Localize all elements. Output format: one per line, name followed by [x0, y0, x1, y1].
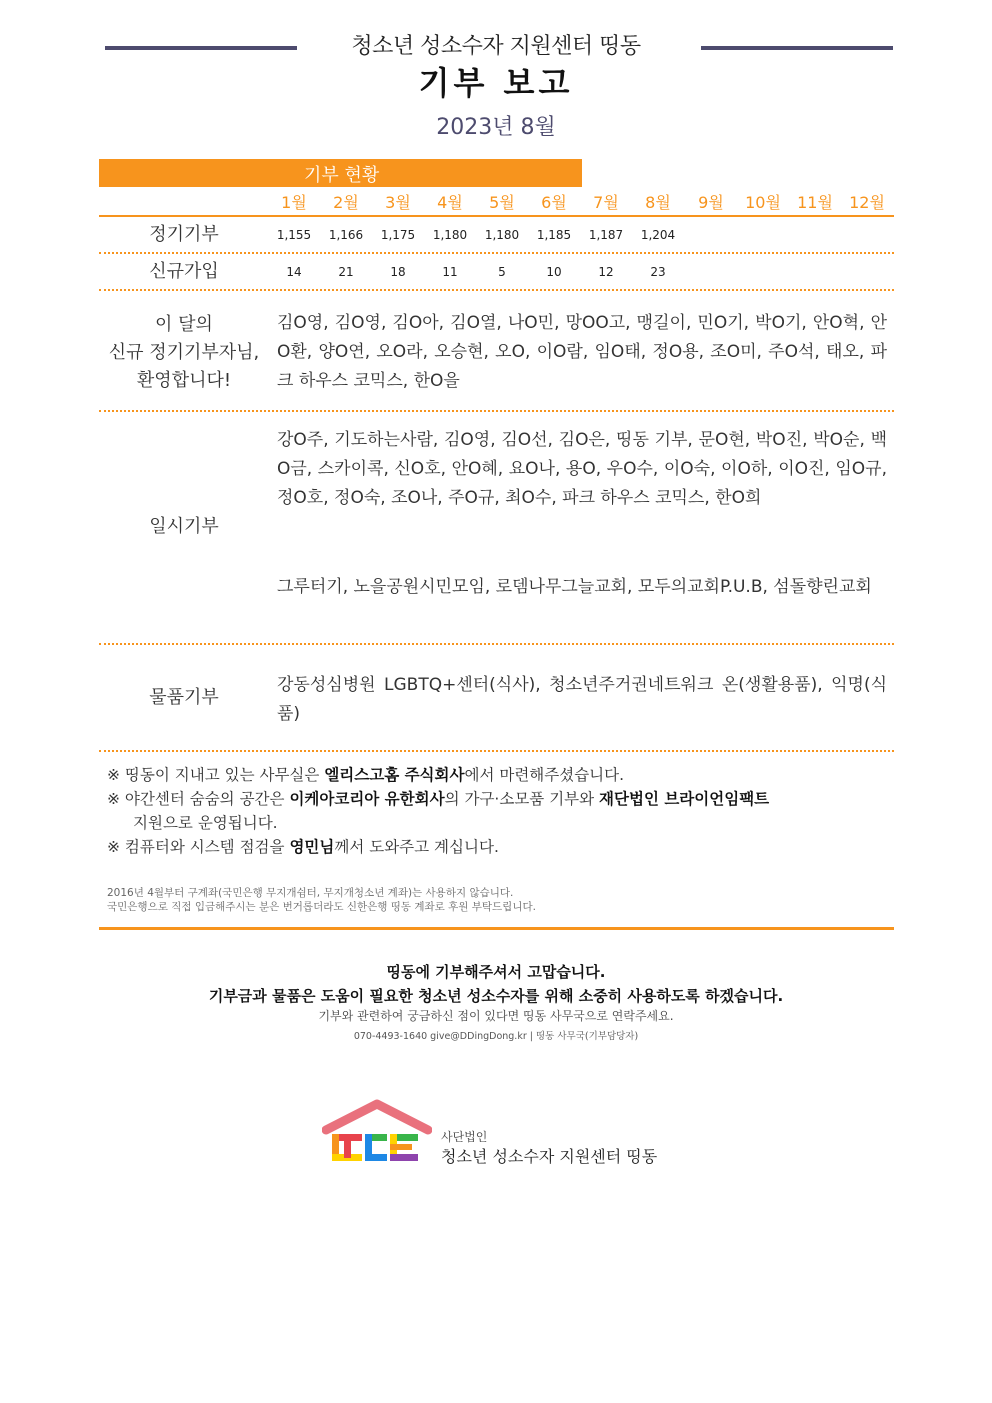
logo-subtitle: 사단법인	[441, 1130, 488, 1144]
welcome-label-line: 신규 정기기부자님,	[108, 342, 260, 363]
onetime-individual-names: 강O주, 기도하는사람, 김O영, 김O선, 김O은, 띵동 기부, 문O현, 박O진, 박O순, 백O금, 스카이콕, 신O호, 안O혜, 요O나, 용O, 우O수, 이O숙, 이O하, 이O진, 임O규, 정O호, 정O숙, 조O나, 주O규, 최O수, 파크 하우스 코믹스, 한O희	[277, 430, 887, 508]
note-night-center	[107, 787, 769, 811]
month-label: 6월	[541, 193, 567, 212]
month-label: 1월	[281, 193, 307, 212]
ddingdong-logo-icon	[322, 1098, 432, 1168]
new-signups-label: 신규가입	[149, 261, 219, 282]
row-divider	[99, 252, 894, 254]
logo-org-name: 청소년 성소수자 지원센터 띵동	[441, 1147, 658, 1166]
regular-count: 1,180	[432, 228, 468, 242]
month-label: 7월	[593, 193, 619, 212]
contact-request: 기부와 관련하여 궁금하신 점이 있다면 띵동 사무국으로 연락주세요.	[318, 1009, 674, 1023]
onetime-group-names: 그루터기, 노을공원시민모임, 로뎀나무그늘교회, 모두의교회P.U.B, 섬돌향린교회	[277, 577, 872, 597]
row-divider	[99, 410, 894, 412]
month-label: 8월	[645, 193, 671, 212]
row-divider	[99, 643, 894, 645]
page-title: 기부 보고	[418, 64, 574, 102]
note-text: 의 가구·소모품 기부와	[444, 790, 600, 808]
row-divider	[99, 289, 894, 291]
note-sponsor: 이케아코리아 유한회사	[289, 790, 445, 808]
month-label: 9월	[698, 193, 724, 212]
month-label: 10월	[745, 193, 781, 212]
regular-count: 1,166	[328, 228, 364, 242]
welcome-label-line: 환영합니다!	[136, 370, 232, 391]
welcome-label	[99, 311, 269, 395]
regular-count: 1,155	[276, 228, 312, 242]
welcome-names: 김O영, 김O영, 김O아, 김O열, 나O민, 망OO고, 맹길이, 민O기, 박O기, 안O혁, 안O환, 양O연, 오O라, 오승현, 오O, 이O람, 임O태, 정O용, 조O미, 주O석, 태오, 파크 하우스 코믹스, 한O을	[277, 313, 887, 391]
note-text: ※ 띵동이 지내고 있는 사무실은	[107, 766, 325, 784]
regular-count: 1,185	[536, 228, 572, 242]
new-count: 5	[498, 265, 506, 279]
note-it-support	[107, 835, 499, 859]
note-text: 에서 마련해주셨습니다.	[464, 766, 625, 784]
onetime-label: 일시기부	[149, 516, 219, 537]
month-label: 12월	[849, 193, 885, 212]
regular-count: 1,175	[380, 228, 416, 242]
month-label: 5월	[489, 193, 515, 212]
note-night-center-cont: 지원으로 운영됩니다.	[133, 814, 278, 832]
status-header-label: 기부 현황	[304, 165, 380, 186]
new-count: 10	[546, 265, 562, 279]
months-row	[0, 190, 992, 214]
month-label: 2월	[333, 193, 359, 212]
regular-donors-label: 정기기부	[149, 224, 219, 245]
new-count: 12	[598, 265, 614, 279]
regular-count: 1,204	[640, 228, 676, 242]
footer-rule	[99, 927, 894, 930]
new-count: 18	[390, 265, 406, 279]
goods-list: 강동성심병원 LGBTQ+센터(식사), 청소년주거권네트워크 온(생활용품), 익명(식품)	[277, 675, 887, 724]
fineprint-line1: 2016년 4월부터 구계좌(국민은행 무지개쉼터, 무지개청소년 계좌)는 사용하지 않습니다.	[107, 887, 514, 899]
contact-info: 070-4493-1640 give@DDingDong.kr | 띵동 사무국(기부담당자)	[353, 1031, 639, 1042]
new-count: 14	[286, 265, 302, 279]
month-label: 11월	[797, 193, 833, 212]
note-sponsor: 영민님	[289, 838, 335, 856]
regular-count: 1,180	[484, 228, 520, 242]
thanks-line2: 기부금과 물품은 도움이 필요한 청소년 성소수자를 위해 소중히 사용하도록 하겠습니다.	[208, 987, 784, 1005]
regular-count: 1,187	[588, 228, 624, 242]
note-text: ※ 야간센터 숨숨의 공간은	[107, 790, 290, 808]
row-divider	[99, 750, 894, 752]
note-office	[107, 763, 624, 787]
note-sponsor: 엘리스고홈 주식회사	[324, 766, 465, 784]
fineprint-line2: 국민은행으로 직접 입금해주시는 분은 번거롭더라도 신한은행 띵동 계좌로 후원 부탁드립니다.	[107, 901, 536, 913]
note-text: 께서 도와주고 계십니다.	[334, 838, 499, 856]
org-name: 청소년 성소수자 지원센터 띵동	[351, 34, 641, 59]
goods-label: 물품기부	[149, 687, 219, 708]
status-header-bar	[99, 159, 582, 187]
new-count: 21	[338, 265, 354, 279]
thanks-line1: 띵동에 기부해주셔서 고맙습니다.	[386, 963, 606, 981]
month-label: 4월	[437, 193, 463, 212]
note-text: ※ 컴퓨터와 시스템 점검을	[107, 838, 290, 856]
new-count: 23	[650, 265, 666, 279]
report-period: 2023년 8월	[436, 115, 556, 140]
month-label: 3월	[385, 193, 411, 212]
welcome-label-line: 이 달의	[155, 314, 213, 335]
table-top-rule	[99, 215, 894, 217]
new-count: 11	[442, 265, 458, 279]
note-sponsor: 재단법인 브라이언임팩트	[599, 790, 770, 808]
